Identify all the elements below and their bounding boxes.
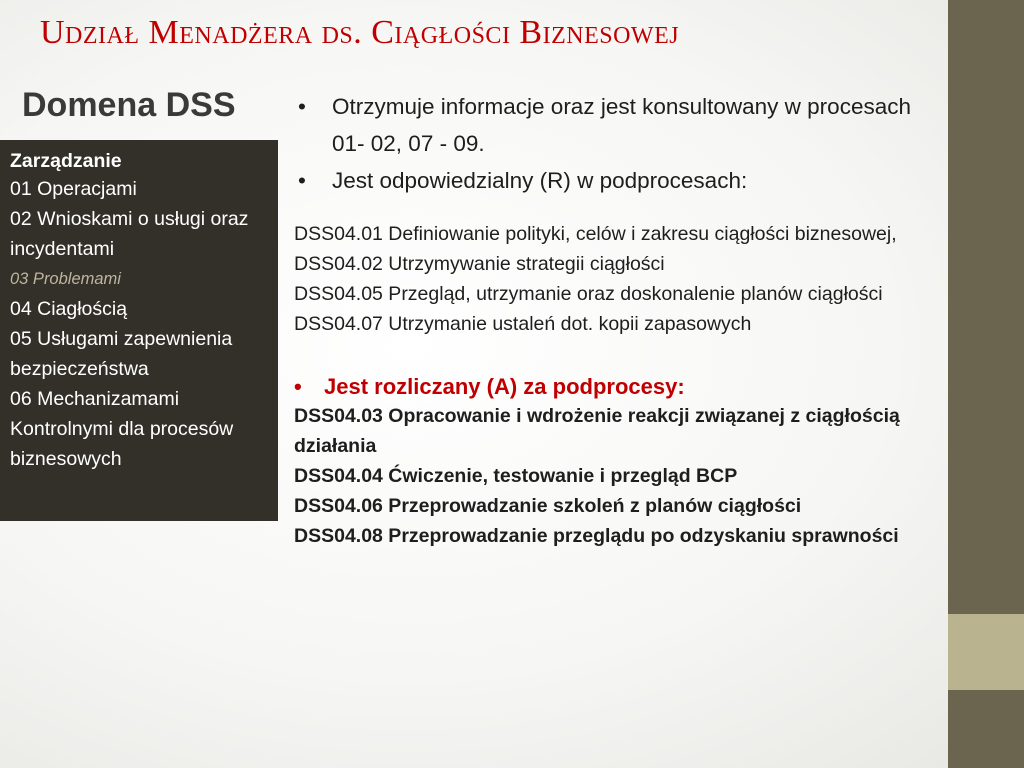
bullet-text: Jest odpowiedzialny (R) w podprocesach: [332, 168, 748, 193]
decorative-side-accent [948, 614, 1024, 690]
bullet-item [294, 88, 944, 162]
content-area [294, 88, 944, 551]
accountable-item: DSS04.03 Opracowanie i wdrożenie reakcji związanej z ciągłością działania [294, 405, 900, 457]
accountable-item: DSS04.06 Przeprowadzanie szkoleń z planów ciągłości [294, 495, 802, 517]
management-item: 04 Ciagłością [10, 298, 128, 320]
accountable-heading-text: Jest rozliczany (A) za podprocesy: [324, 374, 685, 399]
bullet-dot-icon: • [298, 94, 306, 119]
responsible-item: DSS04.07 Utrzymanie ustaleń dot. kopii zapasowych [294, 313, 752, 335]
management-heading: Zarządzanie [10, 150, 122, 172]
bullet-dot-icon: • [298, 168, 306, 193]
slide-title: Udział Menadżera ds. Ciągłości Biznesowej [40, 14, 680, 51]
management-item: 05 Usługami zapewnienia bezpieczeństwa [10, 328, 233, 380]
accountable-item: DSS04.04 Ćwiczenie, testowanie i przegląd BCP [294, 465, 738, 487]
management-item: 06 Mechanizamami Kontrolnymi dla procesów biznesowych [10, 388, 234, 470]
accountable-item: DSS04.08 Przeprowadzanie przeglądu po odzyskaniu sprawności [294, 525, 899, 547]
management-item: 02 Wnioskami o usługi oraz incydentami [10, 208, 249, 260]
responsible-item: DSS04.02 Utrzymywanie strategii ciągłości [294, 253, 665, 275]
bullet-dot-icon: • [294, 374, 302, 399]
responsible-item: DSS04.01 Definiowanie polityki, celów i zakresu ciągłości biznesowej, [294, 223, 897, 245]
management-box [0, 140, 278, 521]
bullet-item [294, 162, 944, 199]
management-item-muted: 03 Problemami [10, 270, 121, 288]
management-item: 01 Operacjami [10, 178, 137, 200]
bullet-text: Otrzymuje informacje oraz jest konsultowany w procesach 01- 02, 07 - 09. [332, 94, 911, 156]
domain-heading: Domena DSS [22, 86, 236, 124]
accountable-heading [294, 373, 944, 401]
responsible-item: DSS04.05 Przegląd, utrzymanie oraz doskonalenie planów ciągłości [294, 283, 883, 305]
